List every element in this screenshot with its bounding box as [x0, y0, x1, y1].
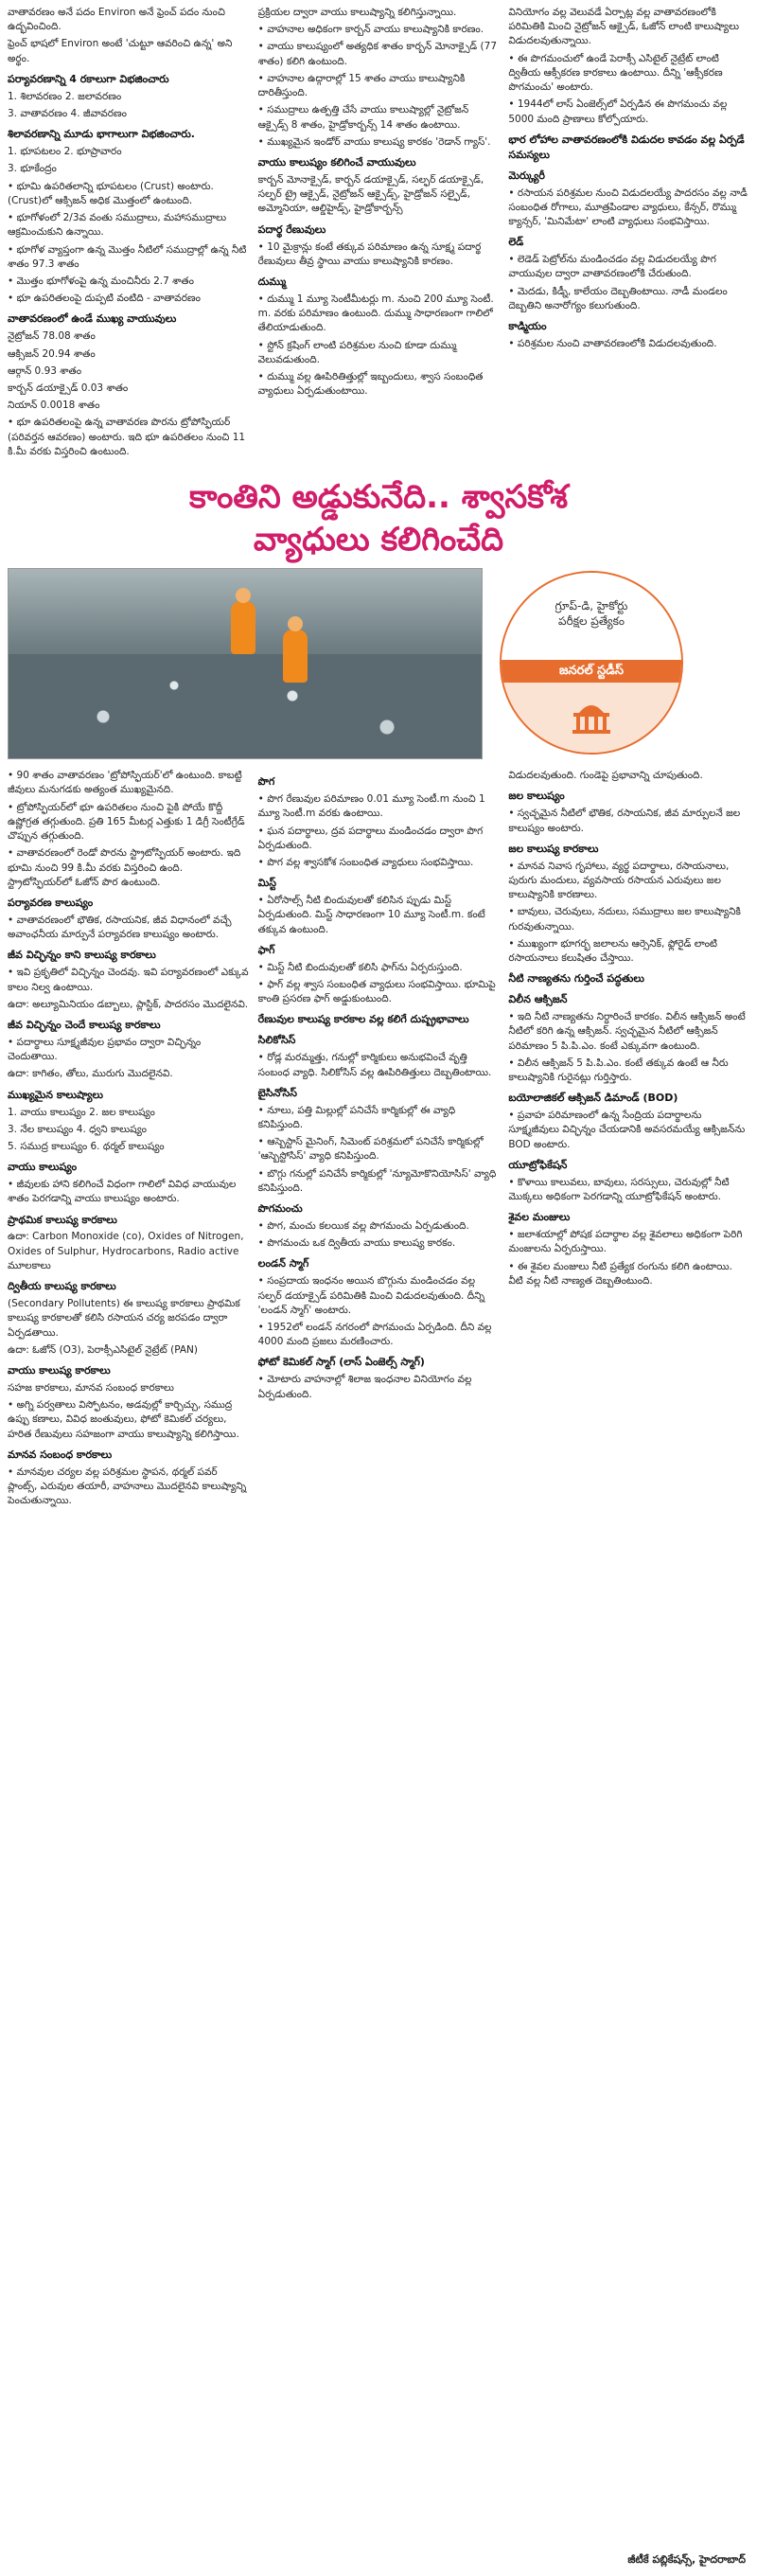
worker-figure [283, 630, 308, 683]
section-heading: పర్యావరణాన్ని 4 రకాలుగా విభజించారు [8, 72, 169, 85]
badge-circle [500, 571, 683, 755]
section-heading: పదార్థ రేణువులు [257, 222, 326, 236]
section-heading: నీటి నాణ్యతను గుర్తించే పద్ధతులు [508, 972, 644, 986]
section-heading: వాయు కాలుష్య కారకాలు [8, 1363, 111, 1377]
paragraph: • మొత్తం భూగోళంపై ఉన్న మంచినీరు 2.7 శాతం [8, 275, 249, 289]
paragraph: నియాన్ 0.0018 శాతం [8, 400, 100, 412]
paragraph: • అగ్ని పర్వతాలు విస్ఫోటనం, అడవుల్లో కార్చిచ్చు, సముద్ర ఉప్పు కణాలు, వివిధ జంతువులు, ఫోటో కెమికల్ చర్యలు, హరిత రేణువులు సహజంగా వాయు కాలుష్యాన్ని కలిగిస్తాయి. [8, 1398, 249, 1442]
section-heading: పర్యావరణ కాలుష్యం [8, 897, 94, 909]
paragraph: • ఈ పొగమంచులో ఉండే పెరాక్సీ ఎసిటైల్ నైట్రేట్ లాంటి ద్వితీయ ఆక్సీకరణ కారకాలు ఉంటాయి. దీన్ని 'ఆక్సీకరణ పొగమంచు' అంటారు. [508, 52, 749, 96]
paragraph: వినియోగం వల్ల వెలువడే ఏర్పాట్ల వల్ల వాతావరణంలోకి పరిమితికి మించి నైట్రోజన్ ఆక్సైడ్, ఓజోన్ లాంటి కాలుష్యాలు విడుదలవుతున్నాయి. [508, 7, 740, 47]
bottom-columns [0, 759, 757, 1511]
paragraph: • పొగ వల్ల శ్వాసకోశ సంబంధిత వ్యాధులు సంభవిస్తాయి. [258, 856, 500, 870]
paragraph: • జలాశయాల్లో పోషక పదార్థాల వల్ల శైవలాలు అధికంగా పెరిగి మంజులను ఏర్పరుస్తాయి. [508, 1228, 749, 1256]
headline-line-2: వ్యాధులు కలిగించేది [253, 521, 504, 560]
headline-banner [0, 479, 757, 559]
paragraph: • పొగ, మంచు కలయిక వల్ల పొగమంచు ఏర్పడుతుంది. [258, 1219, 500, 1234]
paragraph: • ఏరోసాల్స్ నీటి బిందువులతో కలిసిన ప్పుడు మిస్ట్ ఏర్పడుతుంది. మిస్ట్ సాధారణంగా 10 మ్యూ సెంటీ.m. కంటే తక్కువ ఉంటుంది. [258, 894, 500, 937]
paragraph: నైట్రోజన్ 78.08 శాతం [8, 330, 96, 343]
paragraph: ఆర్గాన్ 0.93 శాతం [8, 364, 82, 377]
paragraph: • ప్రవాహ పరిమాణంలో ఉన్న సేంద్రియ పదార్థాలను సూక్ష్మజీవులు విచ్ఛిన్నం చేయడానికి అవసరమయ్యే ఆక్సిజన్‌ను BOD అంటారు. [508, 1109, 749, 1152]
bottom-column-3 [508, 769, 749, 1511]
paragraph: ఉదా: Carbon Monoxide (co), Oxides of Nitrogen, Oxides of Sulphur, Hydrocarbons, Radio active మూలకాలు [8, 1231, 244, 1271]
section-heading: జీవ విచ్ఛిన్నం కాని కాలుష్య కారకాలు [8, 949, 156, 962]
paragraph: 3. భూకేంద్రం [8, 163, 57, 175]
paragraph: • రోడ్ల మరమ్మత్తు, గనుల్లో కార్మికులు అనుభవించే వృత్తి సంబంధ వ్యాధి. సిలికోసిస్ వల్ల ఊపిరితిత్తులు దెబ్బతింటాయి. [258, 1051, 500, 1079]
paragraph: సహజ కారకాలు, మానవ సంబంధ కారకాలు [8, 1381, 174, 1394]
section-heading: యూట్రోఫికేషన్ [508, 1158, 568, 1171]
paragraph: • ఘన పదార్థాలు, ద్రవ పదార్థాలు మండించడం ద్వారా పొగ ఏర్పడుతుంది. [258, 825, 500, 853]
paragraph: ఉదా: కాగితం, తోలు, మురుగు మొదలైనవి. [8, 1068, 173, 1080]
section-heading: వాతావరణంలో ఉండే ముఖ్య వాయువులు [8, 312, 177, 326]
paragraph: • ఫాగ్ వల్ల శ్వాస సంబంధిత వ్యాధులు సంభవిస్తాయి. భూమిపై కాంతి ప్రసరణ ఫాగ్ అడ్డుకుంటుంది. [258, 978, 500, 1006]
headline-line-1: కాంతిని అడ్డుకునేది.. శ్వాసకోశ [188, 478, 569, 517]
paragraph: • వాతావరణంలో రెండో పొరను స్ట్రాటోస్ఫియర్ అంటారు. ఇది భూమి నుంచి 99 కి.మీ వరకు విస్తరించి ఉంది. స్ట్రాటోస్ఫియర్‌లో ఓజోన్ పొర ఉంటుంది. [8, 846, 249, 890]
worker-figure [231, 601, 255, 654]
paragraph: 1. వాయు కాలుష్యం 2. జల కాలుష్యం [8, 1106, 155, 1118]
paragraph: • దుమ్ము వల్ల ఊపిరితిత్తుల్లో ఇబ్బందులు, శ్వాస సంబంధిత వ్యాధులు ఏర్పడుతుంటాయి. [258, 370, 500, 399]
section-heading: కాడ్మియం [508, 320, 547, 333]
paragraph: ఉదా: ఓజోన్ (O3), పెరాక్సీఎసిటైల్ నైట్రేట్ (PAN) [8, 1343, 198, 1356]
top-column-1 [8, 6, 249, 462]
paragraph: • లెడెడ్ పెట్రోల్‌ను మండించడం వల్ల విడుదలయ్యే పొగ వాయువుల ద్వారా వాతావరణంలోకి చేరుతుంది. [508, 253, 749, 281]
paragraph: 1. శిలావరణం 2. జలావరణం [8, 90, 122, 102]
paragraph: • మానవ నివాస గృహాలు, వ్యర్థ పదార్థాలు, రసాయనాలు, పురుగు మందులు, వ్యవసాయ రసాయన ఎరువులు జల కాలుష్యానికి కారణాలు. [508, 860, 749, 903]
paragraph: • 1944లో లాస్ ఏంజెల్స్‌లో ఏర్పడిన ఈ పొగమంచు వల్ల 5000 మంది ప్రాణాలు కోల్పోయారు. [508, 98, 749, 126]
paragraph: ప్రక్రియల ద్వారా వాయు కాలుష్యాన్ని కలిగిస్తున్నాయి. [257, 7, 457, 18]
paragraph: • ఇవి ప్రకృతిలో విచ్ఛిన్నం చెందవు. ఇవి పర్యావరణంలో ఎక్కువ కాలం నిల్వ ఉంటాయి. [8, 966, 249, 994]
section-heading: ఫోటో కెమికల్ స్మాగ్ (లాస్ ఏంజెల్స్ స్మాగ్) [257, 1356, 425, 1369]
section-heading: జీవ విచ్ఛిన్నం చెందే కాలుష్య కారకాలు [8, 1018, 161, 1031]
paragraph: • 10 మైక్రాన్లు కంటే తక్కువ పరిమాణం ఉన్న సూక్ష్మ పదార్థ రేణువులు తీవ్ర స్థాయి వాయు కాలుష్యానికి కారణం. [258, 240, 500, 269]
section-heading: ఫాగ్ [257, 943, 275, 956]
section-heading: ముఖ్యమైన కాలుష్యాలు [8, 1088, 103, 1101]
paragraph: • మెదడు, కిడ్నీ, కాలేయం దెబ్బతింటాయి. నాడీ మండలం దెబ్బతిని అనారోగ్యం కలుగుతుంది. [508, 285, 749, 313]
paragraph: (Secondary Pollutents) ఈ కాలుష్య కారకాలు ప్రాథమిక కాలుష్య కారకాలతో కలిసి రసాయన చర్య జరపడం ద్వారా ఏర్పడతాయి. [8, 1298, 240, 1339]
section-heading: పొగమంచు [257, 1202, 303, 1216]
paragraph: కార్బన్ డయాక్సైడ్ 0.03 శాతం [8, 382, 129, 394]
badge-strip: జనరల్ స్టడీస్ [502, 660, 681, 683]
paragraph: 3. వాతావరణం 4. జీవావరణం [8, 108, 127, 120]
paragraph: • కొళాయి కాలువలు, బావులు, సరస్సులు, చెరువుల్లో నీటి మొక్కలు అధికంగా పెరగడాన్ని యూట్రోఫికేషన్ అంటారు. [508, 1176, 749, 1204]
top-columns [0, 0, 757, 462]
top-column-2 [258, 6, 500, 462]
paragraph: • రసాయన పరిశ్రమల నుంచి విడుదలయ్యే పాదరసం వల్ల నాడీ సంబంధిత రోగాలు, మూత్రపిండాల వ్యాధులు, కేన్సర్, రొమ్ము క్యాన్సర్, 'మినిమేటా' లాంటి వ్యాధులు సంభవిస్తాయి. [508, 187, 749, 230]
paragraph: 5. సముద్ర కాలుష్యం 6. థర్మల్ కాలుష్యం [8, 1140, 165, 1152]
paragraph: ఫ్రెంచ్ భాషలో Environ అంటే 'చుట్టూ ఆవరించి ఉన్న' అని అర్థం. [8, 38, 233, 64]
section-heading: భార లోహాల వాతావరణంలోకి విడుదల కావడం వల్ల ఏర్పడే సమస్యలు [508, 133, 745, 161]
badge-line-1: గ్రూప్‌-డి, హైకోర్టు [555, 599, 628, 613]
badge-top [502, 573, 681, 660]
section-heading: జల కాలుష్య కారకాలు [508, 842, 599, 855]
paragraph: • వాహనాల అధికంగా కార్బన్ వాయు కాలుష్యానికి కారణం. [258, 23, 500, 37]
paragraph: • పొగమంచు ఒక ద్వితీయ వాయు కాలుష్య కారకం. [258, 1236, 500, 1251]
section-heading: మెర్క్యురీ [508, 169, 545, 182]
paragraph: • 1952లో లండన్ నగరంలో పొగమంచు ఏర్పడింది. దీని వల్ల 4000 మంది ప్రజలు మరణించారు. [258, 1321, 500, 1349]
section-heading: బైసినోసిస్ [257, 1086, 297, 1099]
paragraph: • ఆస్బెస్టాస్ మైనింగ్, సిమెంట్ పరిశ్రమలో పనిచేసే కార్మికుల్లో 'ఆస్బెస్టోసిస్' వ్యాధి కనిపిస్తుంది. [258, 1135, 500, 1164]
paragraph: • పదార్థాలు సూక్ష్మజీవుల ప్రభావం ద్వారా విచ్ఛిన్నం చెందుతాయి. [8, 1036, 249, 1064]
section-heading: సిలికోసిస్ [257, 1034, 296, 1047]
paragraph: వాతావరణం అనే పదం Environ అనే ఫ్రెంచ్ పదం నుంచి ఉద్భవించింది. [8, 7, 225, 33]
paragraph: 1. భూపటలం 2. భూప్రావారం [8, 146, 122, 158]
badge-line-2: పరీక్షల ప్రత్యేకం [558, 613, 625, 628]
section-heading: బయోలాజికల్ ఆక్సిజన్ డిమాండ్ (BOD) [508, 1092, 678, 1105]
section-heading: జల కాలుష్యం [508, 790, 565, 803]
paragraph: • ముఖ్యంగా భూగర్భ జలాలను ఆర్సెనిక్, ఫ్లోరైడ్ లాంటి రసాయనాలు కలుషితం చేస్తాయి. [508, 937, 749, 966]
paragraph: • వాయు కాలుష్యంలో అత్యధిక శాతం కార్బన్ మోనాక్సైడ్ (77 శాతం) కలిగి ఉంటుంది. [258, 40, 500, 68]
bottom-column-1 [8, 769, 249, 1511]
paragraph: • సముద్రాలు ఉత్పత్తి చేసే వాయు కాలుష్యాల్లో నైట్రోజన్ ఆక్సైడ్స్ 8 శాతం, హైడ్రోకార్బన్స్ 14 శాతం ఉంటాయి. [258, 103, 500, 132]
paragraph: • సంప్రదాయ ఇంధనం అయిన బొగ్గును మండించడం వల్ల సల్ఫర్ డయాక్సైడ్ పరిమితికి మించి విడుదలవుతుంది. దీన్ని 'లండన్ స్మాగ్' అంటారు. [258, 1274, 500, 1318]
court-building-icon [568, 698, 615, 736]
paragraph: • పొగ రేణువుల పరిమాణం 0.01 మ్యూ సెంటీ.m నుంచి 1 మ్యూ సెంటీ.m వరకు ఉంటాయి. [258, 792, 500, 821]
top-column-3 [508, 6, 749, 462]
section-heading: వాయు కాలుష్యం కలిగించే వాయువులు [257, 155, 416, 169]
paragraph: • భూగోళ వ్యాప్తంగా ఉన్న మొత్తం నీటిలో సముద్రాల్లో ఉన్న నీటి శాతం 97.3 శాతం [8, 243, 249, 272]
section-heading: రేణువుల కాలుష్య కారకాల వల్ల కలిగే దుష్ప్రభావాలు [257, 1013, 469, 1026]
section-heading: శైవల మంజులు [508, 1211, 571, 1224]
paragraph: • 90 శాతం వాతావరణం 'ట్రోపోస్ఫియర్'లో ఉంటుంది. కాబట్టి జీవులు మనుగడకు అత్యంత ముఖ్యమైనది. [8, 769, 249, 797]
paragraph: • మిస్ట్ నీటి బిందువులతో కలిసి ఫాగ్‌ను ఏర్పరుస్తుంది. [258, 961, 500, 975]
section-heading: లండన్ స్మాగ్ [257, 1257, 309, 1270]
paragraph: • భూమి ఉపరితలాన్ని భూపటలం (Crust) అంటారు. (Crust)లో ఆక్సిజన్ అధిక మొత్తంలో ఉంటుంది. [8, 180, 249, 208]
paragraph: విడుదలవుతుంది. గుండెపై ప్రభావాన్ని చూపుతుంది. [508, 770, 703, 782]
paragraph: • స్వచ్ఛమైన నీటిలో భౌతిక, రసాయనిక, జీవ మార్పులనే జల కాలుష్యం అంటారు. [508, 807, 749, 835]
paragraph: • మానవుల చర్యల వల్ల పరిశ్రమల స్థాపన, థర్మల్ పవర్ ప్లాంట్స్, ఎరువుల తయారీ, వాహనాలు మొదలైనవి కాలుష్యాన్ని పెంచుతున్నాయి. [8, 1466, 249, 1509]
paragraph: • వాతావరణంలో భౌతిక, రసాయనిక, జీవ విధానంలో వచ్చే అవాంఛనీయ మార్పునే పర్యావరణ కాలుష్యం అంటారు. [8, 914, 249, 942]
paragraph: • బావులు, చెరువులు, నదులు, సముద్రాలు జల కాలుష్యానికి గురవుతున్నాయి. [508, 905, 749, 933]
section-heading: శిలావరణాన్ని మూడు భాగాలుగా విభజించారు. [8, 128, 195, 141]
paragraph: • ఈ శైవల మంజులు నీటి ప్రత్యేక రంగును కలిగి ఉంటాయి. వీటి వల్ల నీటి నాణ్యత దెబ్బతింటుంది. [508, 1260, 749, 1288]
paragraph: • దుమ్ము 1 మ్యూ సెంటీమీటర్లు m. నుంచి 200 మ్యూ సెంటీ. m. వరకు పరిమాణం ఉంటుంది. దుమ్ము సాధారణంగా గాలిలో తేలియాడుతుంది. [258, 293, 500, 336]
section-heading: ప్రాథమిక కాలుష్య కారకాలు [8, 1213, 117, 1226]
paragraph: • భూ ఉపరితలంపై ఉన్న వాతావరణ పొరను ట్రోపోస్ఫియర్ (పరివర్తన ఆవరణం) అంటారు. ఇది భూ ఉపరితలం నుంచి 11 కి.మీ వరకు విస్తరించి ఉంటుంది. [8, 416, 249, 459]
paragraph: • పరిశ్రమల నుంచి వాతావరణంలోకి విడుదలవుతుంది. [508, 337, 749, 351]
section-heading: ద్వితీయ కాలుష్య కారకాలు [8, 1280, 116, 1293]
section-heading: లెడ్ [508, 236, 524, 249]
paragraph: • ముఖ్యమైన ఇండోర్ వాయు కాలుష్య కారకం 'రెడాన్ గ్యాస్'. [258, 135, 500, 150]
paragraph: • స్టోన్ క్రషింగ్ లాంటి పరిశ్రమల నుంచి కూడా దుమ్ము వెలువడుతుంది. [258, 339, 500, 367]
paragraph: • నూలు, పత్తి మిల్లుల్లో పనిచేసే కార్మికుల్లో ఈ వ్యాధి కనిపిస్తుంది. [258, 1104, 500, 1132]
paragraph: • మోటారు వాహనాల్లో శిలాజ ఇంధనాల వినియోగం వల్ల ఏర్పడుతుంది. [258, 1373, 500, 1401]
section-heading: వాయు కాలుష్యం [8, 1161, 78, 1174]
paragraph: • భూ ఉపరితలంపై దుప్పటి వంటిది - వాతావరణం [8, 292, 249, 306]
paragraph: ఆక్సిజన్ 20.94 శాతం [8, 347, 96, 360]
paragraph: 3. నేల కాలుష్యం 4. ధ్వని కాలుష్యం [8, 1123, 147, 1135]
publication-credit: జీటీకే పబ్లికేషన్స్, హైదరాబాద్ [627, 2553, 746, 2566]
paragraph: • బొగ్గు గనుల్లో పనిచేసే కార్మికుల్లో 'న్యూమోకొనియోసిస్' వ్యాధి కనిపిస్తుంది. [258, 1167, 500, 1196]
section-heading: పొగ [257, 775, 275, 789]
paragraph: కార్బన్ మోనాక్సైడ్, కార్బన్ డయాక్సైడ్, సల్ఫర్ డయాక్సైడ్, సల్ఫర్ ట్రై ఆక్సైడ్, నైట్రోజన్ ఆక్సైడ్స్, హైడ్రోజన్ సల్ఫైడ్, అమ్మోనియా, ఆల్డిహైడ్స్, హైడ్రోకార్బన్స్ [257, 173, 484, 215]
paragraph: • ఇది నీటి నాణ్యతను నిర్ధారించే కారకం. విలీన ఆక్సిజన్ అంటే నీటిలో కరిగి ఉన్న ఆక్సిజన్. స్వచ్ఛమైన నీటిలో ఆక్సిజన్ పరిమాణం 5 పి.పి.ఎం. కంటే ఎక్కువగా ఉంటుంది. [508, 1010, 749, 1054]
section-heading: విలీన ఆక్సిజన్ [508, 993, 568, 1006]
paragraph: • ట్రోపోస్ఫియర్‌లో భూ ఉపరితలం నుంచి పైకి పోయే కొద్దీ ఉష్ణోగ్రత తగ్గుతుంది. ప్రతి 165 మీటర్ల ఎత్తుకు 1 డిగ్రీ సెంటీగ్రేడ్ చొప్పున తగ్గుతుంది. [8, 801, 249, 844]
river-cleanup-photo [8, 568, 483, 759]
bottom-column-2 [258, 769, 500, 1511]
water-debris [9, 654, 482, 758]
media-row [0, 568, 757, 759]
section-heading: మానవ సంబంధ కారకాలు [8, 1448, 113, 1461]
section-heading: మిస్ట్ [257, 877, 277, 890]
exam-badge [492, 568, 691, 757]
paragraph: • జీవులకు హాని కలిగించే విధంగా గాలిలో వివిధ వాయువుల శాతం పెరగడాన్ని వాయు కాలుష్యం అంటారు. [8, 1178, 249, 1206]
paragraph: • విలీన ఆక్సిజన్ 5 పి.పి.ఎం. కంటే తక్కువ ఉంటే ఆ నీరు కాలుష్యానికి గురైనట్లు గుర్తిస్తారు. [508, 1057, 749, 1085]
paragraph: ఉదా: అల్యూమినియం డబ్బాలు, ప్లాస్టిక్, పాదరసం మొదలైనవి. [8, 998, 249, 1010]
paragraph: • వాహనాల ఉద్గారాల్లో 15 శాతం వాయు కాలుష్యానికి దారితీస్తుంది. [258, 72, 500, 100]
paragraph: • భూగోళంలో 2/3వ వంతు సముద్రాలు, మహాసముద్రాలు ఆక్రమించుకుని ఉన్నాయి. [8, 211, 249, 240]
section-heading: దుమ్ము [257, 275, 287, 288]
